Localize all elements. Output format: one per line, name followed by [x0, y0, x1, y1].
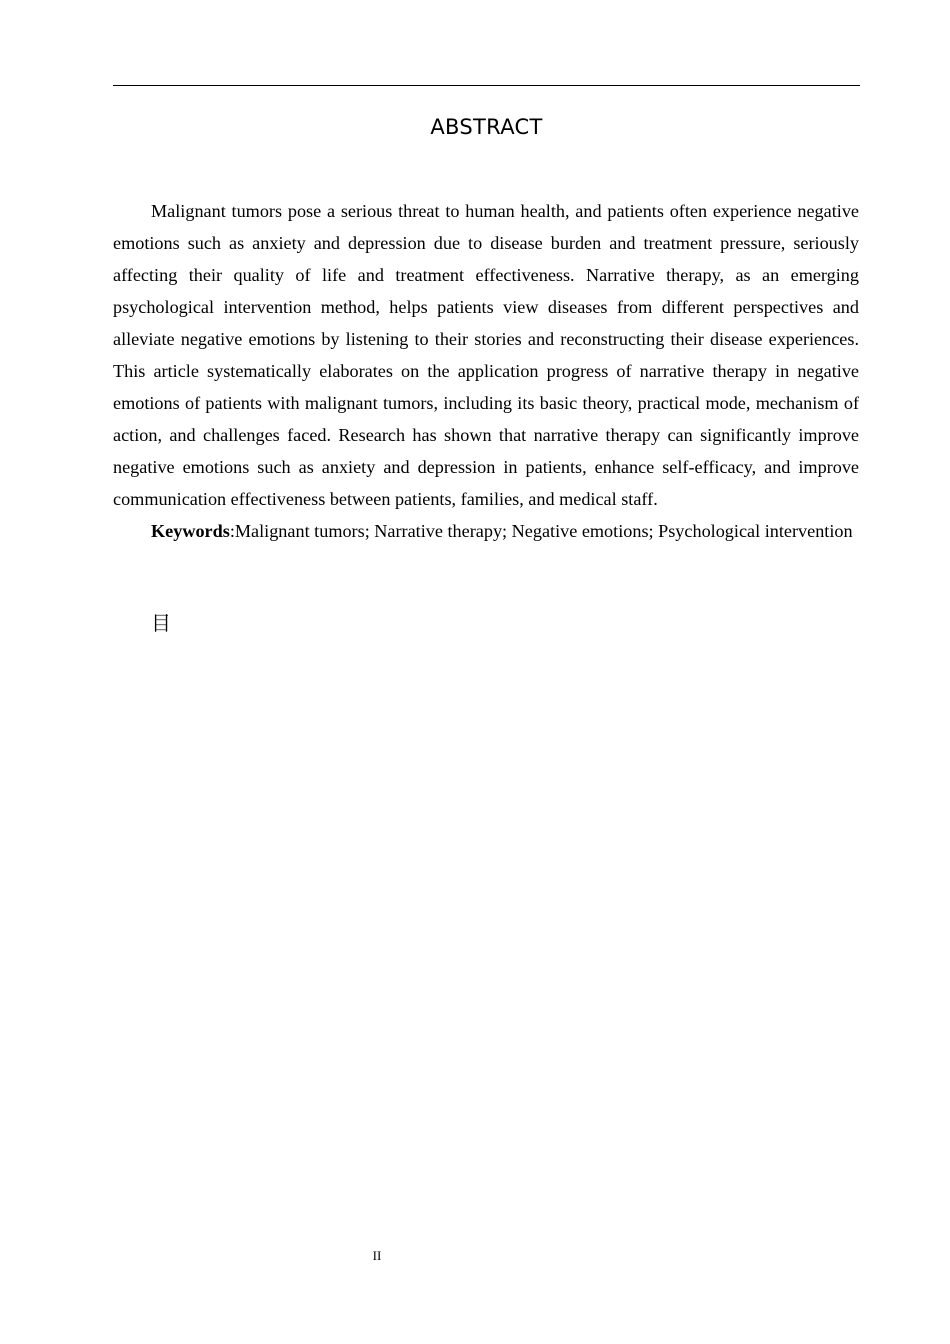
keywords-text: :Malignant tumors; Narrative therapy; Negative emotions; Psychological intervention: [229, 521, 853, 541]
keywords-paragraph: [113, 515, 859, 547]
abstract-title: ABSTRACT: [430, 115, 543, 139]
abstract-paragraph: Malignant tumors pose a serious threat to human health, and patients often experience negative emotions such as anxiety and depression due to disease burden and treatment pressure, seriously affecting their quality of life and treatment effectiveness. Narrative therapy, as an emerging psychological intervention method, helps patients view diseases from different perspectives and alleviate negative emotions by listening to their stories and reconstructing their disease experiences. This article systematically elaborates on the application progress of narrative therapy in negative emotions of patients with malignant tumors, including its basic theory, practical mode, mechanism of action, and challenges faced. Research has shown that narrative therapy can significantly improve negative emotions such as anxiety and depression in patients, enhance self-efficacy, and improve communication effectiveness between patients, families, and medical staff.: [113, 201, 859, 509]
abstract-content: [113, 195, 859, 547]
header-rule: [113, 85, 860, 86]
toc-heading-fragment: 目: [151, 611, 171, 635]
keywords-label: Keywords: [151, 521, 230, 541]
page-number: II: [372, 1248, 382, 1263]
